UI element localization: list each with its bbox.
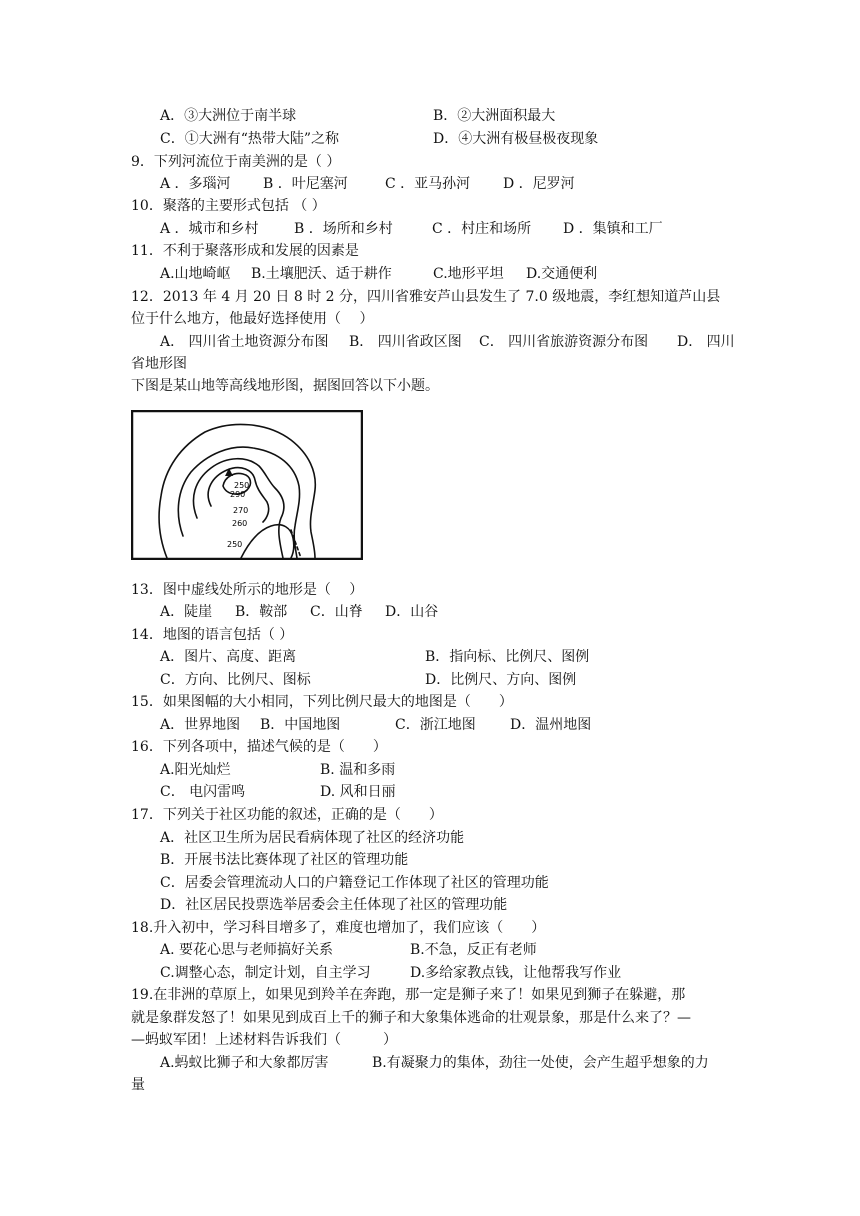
option-a: A．世界地图 [160,717,241,733]
option-b: B ．场所和乡村 [294,221,393,237]
option-b-cont: 量 [131,1077,145,1093]
contour-map [131,410,363,560]
option-c: C． 电闪雷鸣 [160,784,246,800]
option-d: D． 四川 [677,334,735,350]
option-a: A ．多瑙河 [160,176,231,192]
option-a: A. 要花心思与老师搞好关系 [160,942,334,958]
option-c: C．浙江地图 [395,717,476,733]
option-d: D．比例尺、方向、图例 [425,672,577,688]
question-19-cont: 就是象群发怒了！如果见到成百上千的狮子和大象集体逃命的壮观景象，那是什么来了？— [131,1010,691,1026]
option-b: B.不急，反正有老师 [410,942,537,958]
option-b: B．开展书法比赛体现了社区的管理功能 [160,852,409,868]
option-a: A．社区卫生所为居民看病体现了社区的经济功能 [160,830,465,846]
option-a: A.山地崎岖 [160,266,231,282]
question-15: 15．如果图幅的大小相同，下列比例尺最大的地图是（ ） [131,694,513,710]
contour-label: 290 [230,490,246,499]
question-18: 18.升入初中，学习科目增多了，难度也增加了，我们应该（ ） [131,920,546,936]
question-17: 17．下列关于社区功能的叙述，正确的是（ ） [131,807,443,823]
option-d: D.多给家教点钱，让他帮我写作业 [410,965,622,981]
question-16: 16．下列各项中，描述气候的是（ ） [131,739,387,755]
option-b: B． 四川省政区图 [349,334,462,350]
option-b: B．鞍部 [235,604,288,620]
contour-label: 260 [232,519,248,528]
question-12: 12．2013 年 4 月 20 日 8 时 2 分，四川省雅安芦山县发生了 7.0 级地震，李红想知道芦山县 [131,289,721,305]
question-10: 10．聚落的主要形式包括 （ ） [131,198,326,214]
option-d: D. 风和日丽 [320,784,396,800]
contour-label: 250 [234,481,250,490]
option-d: D．山谷 [385,604,439,620]
option-b: B．②大洲面积最大 [433,108,556,124]
question-12-cont: 位于什么地方，他最好选择使用（ ） [131,311,374,327]
question-19-cont: —蚂蚁军团！上述材料告诉我们（ ） [131,1032,397,1048]
option-a: A．图片、高度、距离 [160,649,297,665]
option-a: A． 四川省土地资源分布图 [160,334,329,350]
option-c: C ．村庄和场所 [432,221,532,237]
option-a: A.阳光灿烂 [160,762,231,778]
option-d: D．温州地图 [510,717,592,733]
option-b: B.土壤肥沃、适于耕作 [251,266,392,282]
option-b: B. 温和多雨 [320,762,396,778]
question-13: 13．图中虚线处所示的地形是（ ） [131,582,364,598]
option-b: B ．叶尼塞河 [263,176,348,192]
question-9: 9．下列河流位于南美洲的是（ ） [131,154,341,170]
map-intro: 下图是某山地等高线地形图，据图回答以下小题。 [131,378,439,394]
option-c: C．①大洲有“热带大陆”之称 [160,131,340,147]
option-d: D．④大洲有极昼极夜现象 [433,131,599,147]
option-c: C．山脊 [310,604,363,620]
question-19: 19.在非洲的草原上，如果见到羚羊在奔跑，那一定是狮子来了！如果见到狮子在躲避，那 [131,987,686,1003]
option-d-cont: 省地形图 [131,356,187,372]
option-c: C.地形平坦 [433,266,504,282]
option-a: A ．城市和乡村 [160,221,259,237]
option-d: D.交通便利 [526,266,598,282]
contour-label: 250 [227,540,243,549]
option-a: A.蚂蚁比狮子和大象都厉害 [160,1055,329,1071]
option-a: A．③大洲位于南半球 [160,108,297,124]
question-14: 14．地图的语言包括（ ） [131,627,294,643]
option-c: C． 四川省旅游资源分布图 [479,334,649,350]
option-b: B．指向标、比例尺、图例 [425,649,590,665]
option-d: D．社区居民投票选举居委会主任体现了社区的管理功能 [160,897,508,913]
option-c: C．方向、比例尺、图标 [160,672,311,688]
option-c: C．居委会管理流动人口的户籍登记工作体现了社区的管理功能 [160,875,549,891]
option-b: B.有凝聚力的集体，劲往一处使，会产生超乎想象的力 [372,1055,709,1071]
contour-label: 270 [233,506,249,515]
question-11: 11．不利于聚落形成和发展的因素是 [131,243,359,259]
option-c: C ．亚马孙河 [385,176,471,192]
option-c: C.调整心态，制定计划，自主学习 [160,965,371,981]
option-d: D ．集镇和工厂 [563,221,663,237]
option-d: D ．尼罗河 [503,176,575,192]
option-a: A．陡崖 [160,604,213,620]
option-b: B．中国地图 [260,717,341,733]
